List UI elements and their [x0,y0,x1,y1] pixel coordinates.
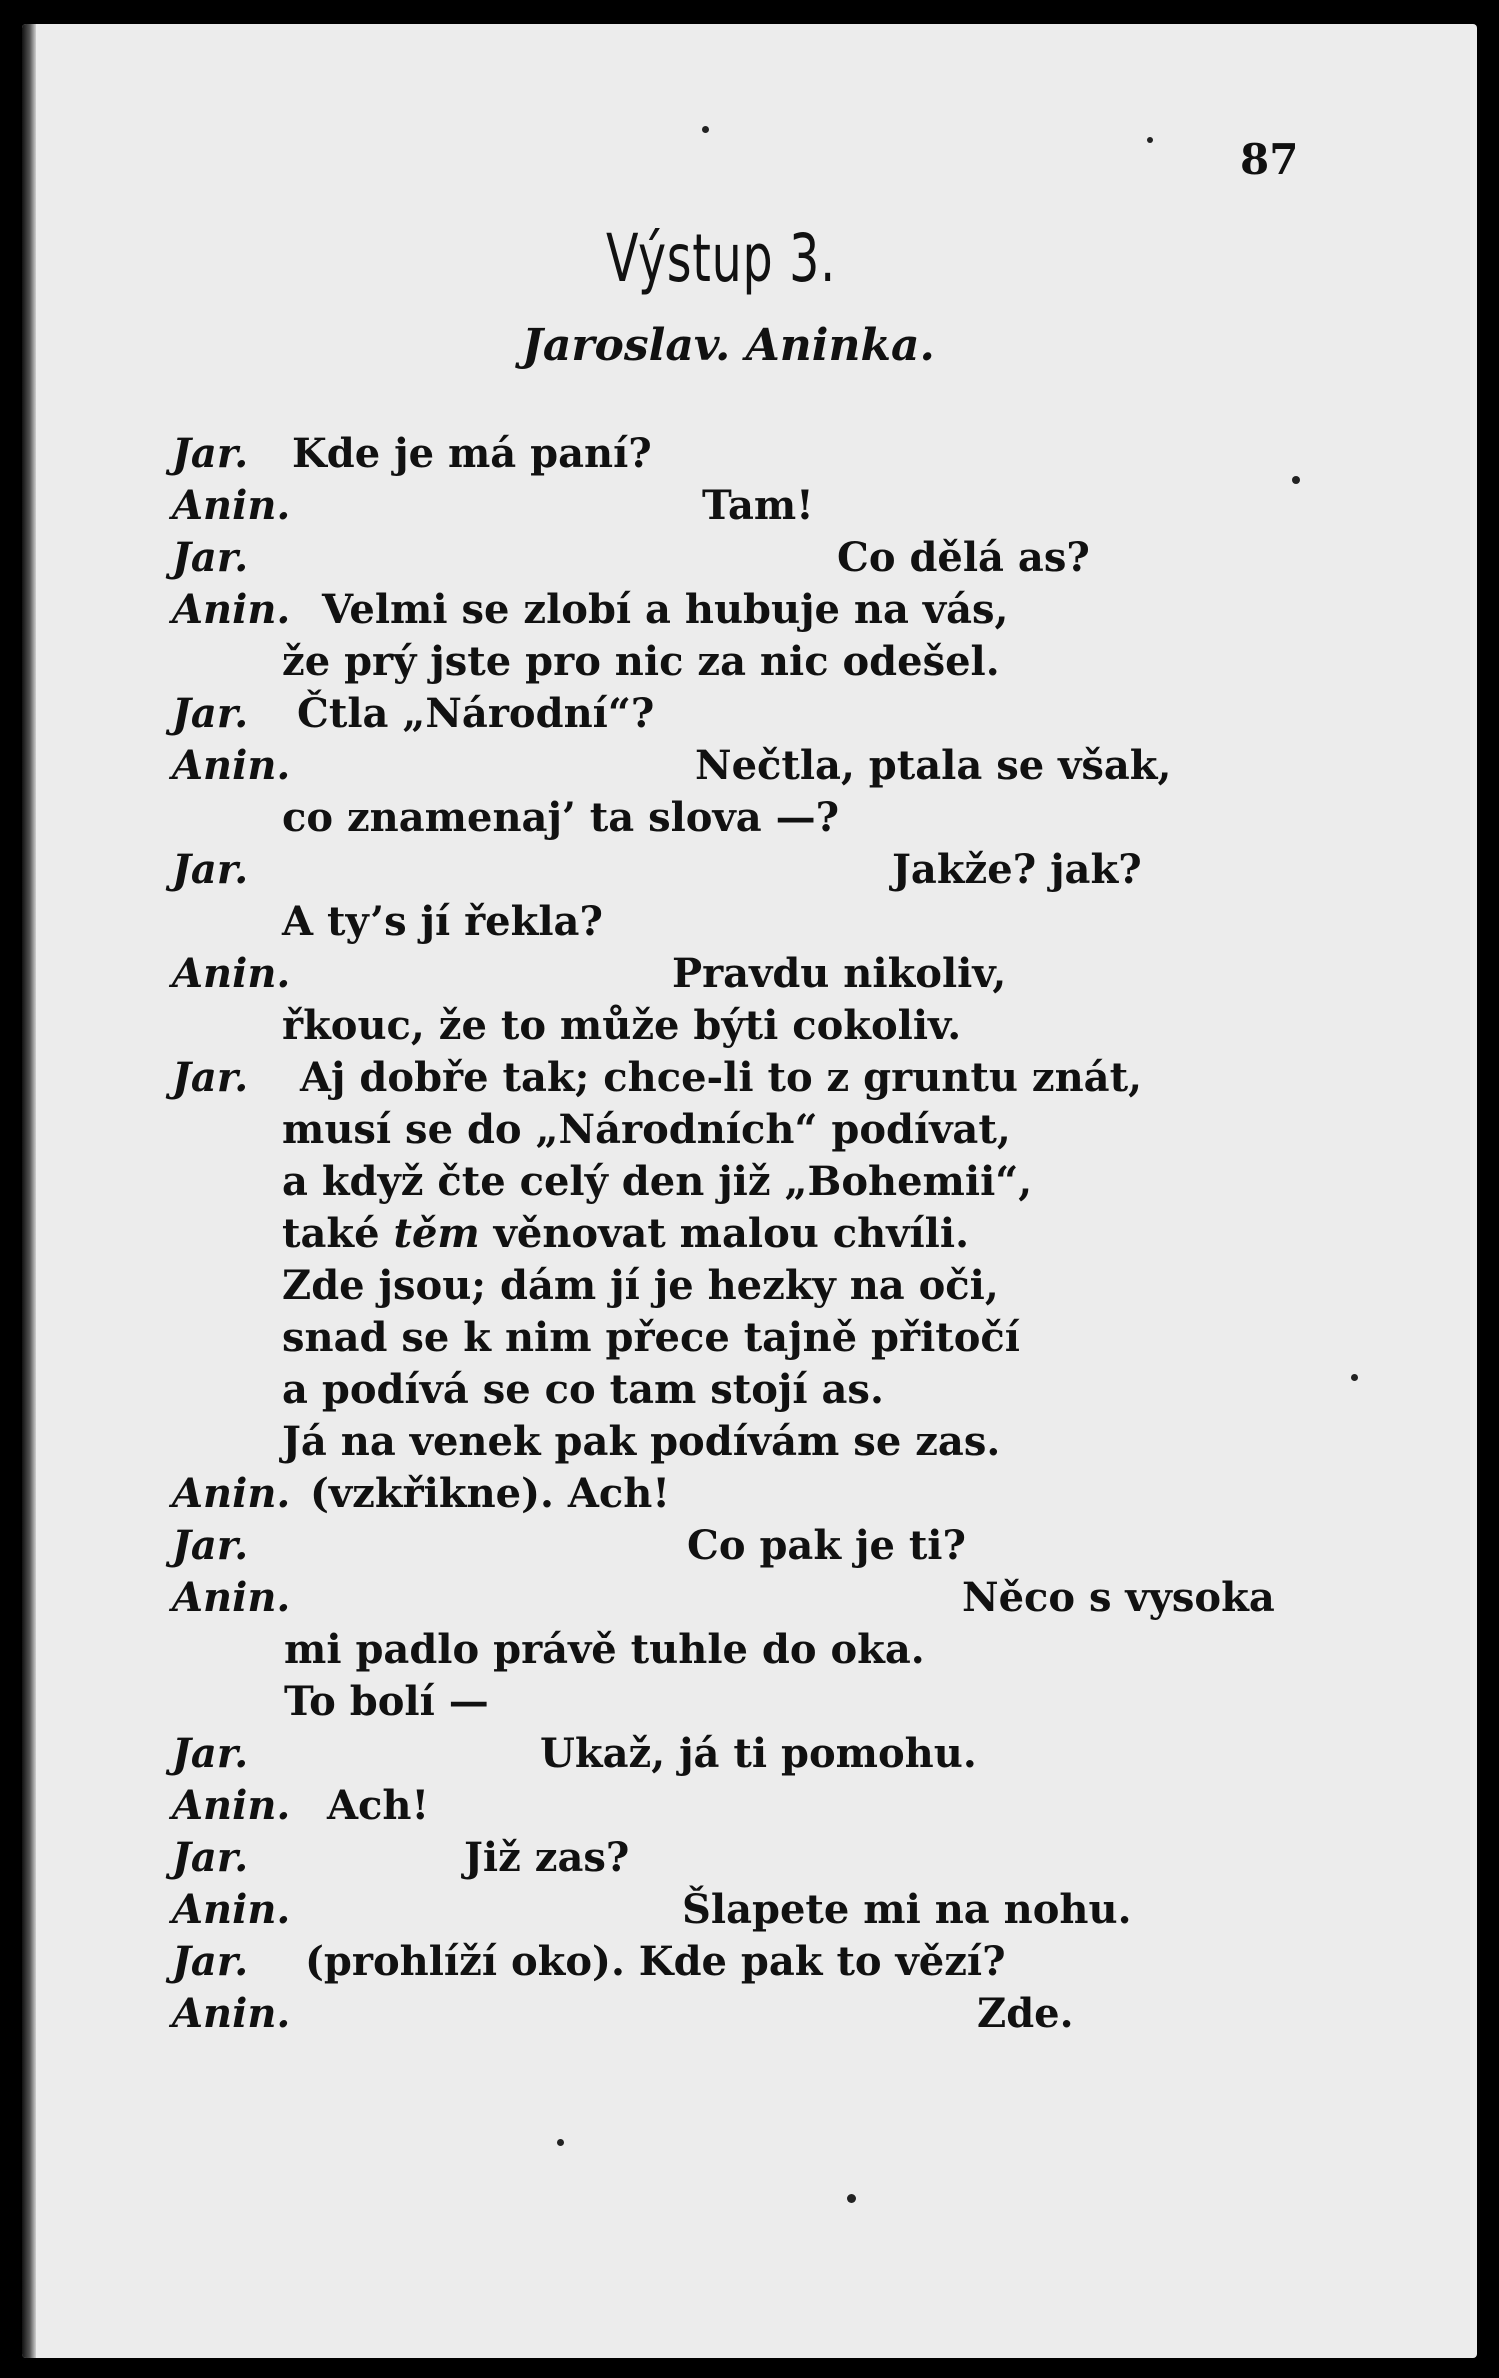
speaker-label: Jar. [172,846,249,893]
verse-line: Tam! [702,482,814,529]
speaker-label: Anin. [172,950,291,997]
verse-line: Já na venek pak podívám se zas. [282,1418,1001,1465]
verse-line: To bolí — [284,1678,489,1725]
verse-line: Zde jsou; dám jí je hezky na oči, [282,1262,999,1309]
scan-speck [847,2194,856,2203]
verse-line: (vzkřikne). Ach! [310,1470,670,1517]
speaker-label: Anin. [172,586,291,633]
page-number: 87 [1240,135,1299,184]
verse-line: (prohlíží oko). Kde pak to vězí? [305,1938,1006,1985]
speaker-label: Anin. [172,482,291,529]
speaker-label: Jar. [172,1054,249,1101]
verse-line: že prý jste pro nic za nic odešel. [282,638,1000,685]
verse-line: a když čte celý den již „Bohemii“, [282,1158,1033,1205]
scan-speck [1147,137,1153,143]
verse-line: Ukaž, já ti pomohu. [540,1730,977,1777]
book-page [22,24,1477,2358]
verse-line: Co dělá as? [837,534,1090,581]
character-list: Jaroslav. Aninka. [522,320,935,371]
verse-line: Kde je má paní? [292,430,652,477]
verse-line: a podívá se co tam stojí as. [282,1366,884,1413]
verse-line: musí se do „Národních“ podívat, [282,1106,1011,1153]
speaker-label: Anin. [172,1470,291,1517]
speaker-label: Anin. [172,1782,291,1829]
speaker-label: Jar. [172,1834,249,1881]
speaker-label: Jar. [172,1522,249,1569]
verse-line: Již zas? [464,1834,630,1881]
verse-line: Čtla „Národní“? [297,690,655,737]
speaker-label: Jar. [172,430,249,477]
verse-line: Co pak je ti? [687,1522,966,1569]
verse-line: Ach! [327,1782,430,1829]
speaker-label: Jar. [172,534,249,581]
verse-line: také těm věnovat malou chvíli. [282,1210,969,1257]
emphasized-word: těm [393,1210,480,1257]
verse-line: řkouc, že to může býti cokoliv. [282,1002,962,1049]
speaker-label: Anin. [172,1990,291,2037]
verse-line: Pravdu nikoliv, [672,950,1007,997]
verse-line: A ty’s jí řekla? [282,898,603,945]
speaker-label: Jar. [172,1938,249,1985]
verse-line: snad se k nim přece tajně přitočí [282,1314,1020,1361]
scan-speck [702,126,709,133]
speaker-label: Anin. [172,742,291,789]
scene-heading: Výstup 3. [606,220,836,297]
speaker-label: Jar. [172,690,249,737]
scan-speck [1292,476,1300,484]
speaker-label: Jar. [172,1730,249,1777]
verse-line: co znamenaj’ ta slova —? [282,794,840,841]
verse-line: Něco s vysoka [962,1574,1275,1621]
verse-line: Nečtla, ptala se však, [695,742,1172,789]
scan-speck [557,2139,564,2146]
speaker-label: Anin. [172,1886,291,1933]
binding-edge [22,24,36,2358]
scan-speck [1351,1374,1358,1381]
verse-line: Velmi se zlobí a hubuje na vás, [322,586,1009,633]
verse-line: mi padlo právě tuhle do oka. [284,1626,925,1673]
verse-line: Aj dobře tak; chce-li to z gruntu znát, [300,1054,1142,1101]
verse-line: Zde. [977,1990,1074,2037]
verse-line: Šlapete mi na nohu. [682,1886,1132,1933]
verse-line: Jakže? jak? [892,846,1142,893]
speaker-label: Anin. [172,1574,291,1621]
